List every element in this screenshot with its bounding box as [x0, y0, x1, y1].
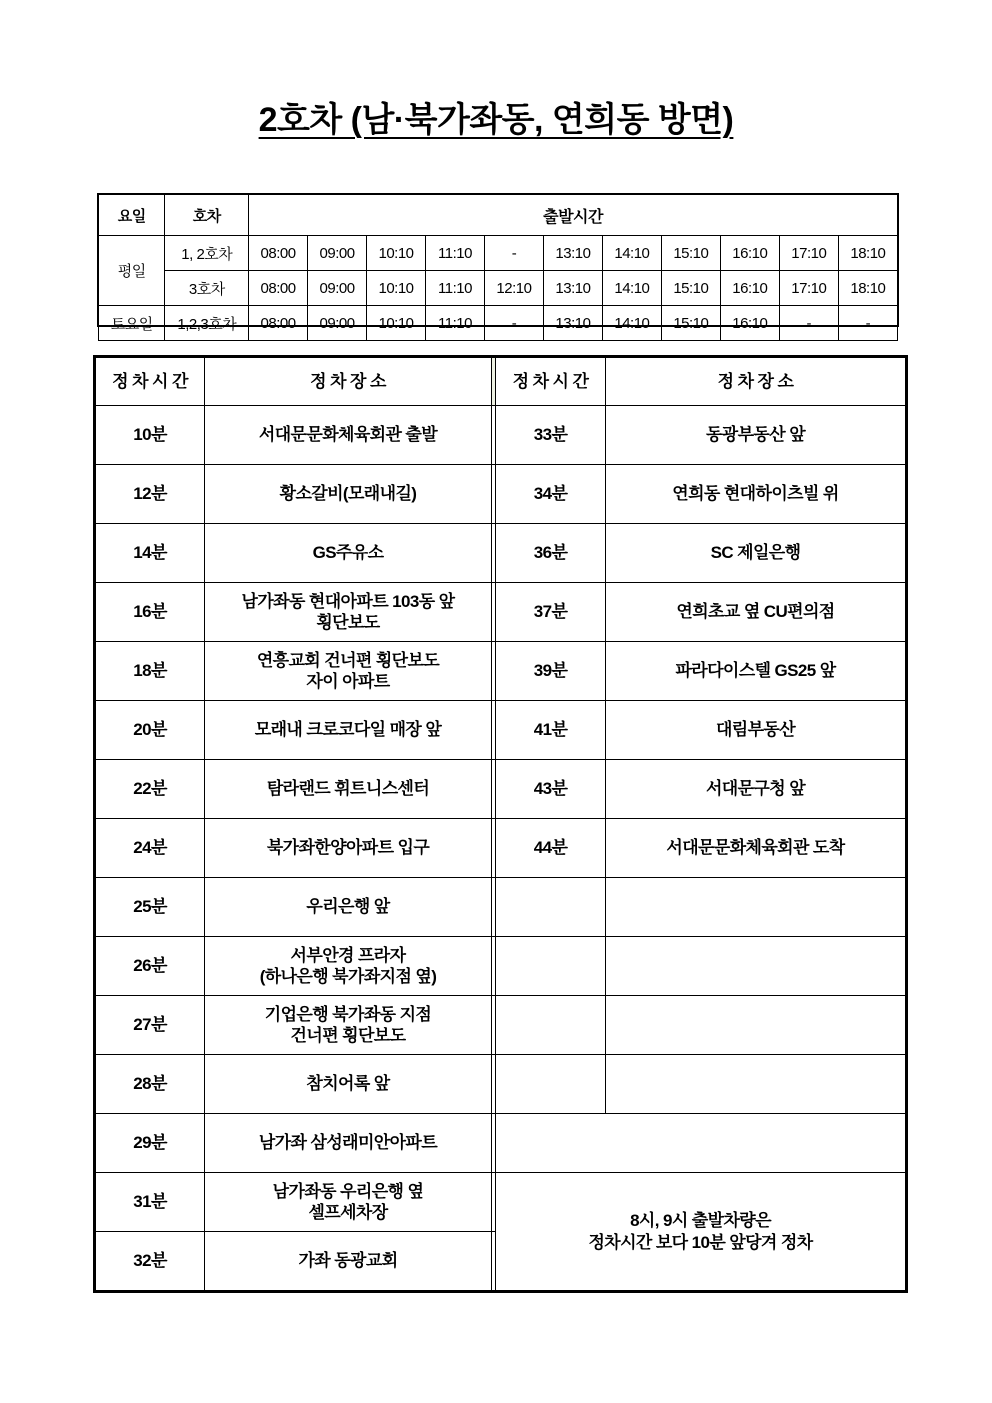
- departure-time-cell: 10:10: [367, 236, 426, 271]
- departure-time-cell: 14:10: [602, 271, 661, 306]
- departure-time-cell: 10:10: [367, 271, 426, 306]
- departure-time-cell: -: [838, 306, 897, 341]
- stop-time-left: 31분: [95, 1173, 205, 1232]
- departure-time-cell: 09:00: [308, 306, 367, 341]
- departure-time-cell: -: [484, 306, 543, 341]
- stop-place-left: 남가좌동 현대아파트 103동 앞 횡단보도: [205, 583, 492, 642]
- departure-row: [99, 236, 898, 271]
- departure-time-cell: 10:10: [367, 306, 426, 341]
- departure-bus-label: 3호차: [165, 271, 249, 306]
- departure-time-cell: 14:10: [602, 306, 661, 341]
- stop-place-left: 우리은행 앞: [205, 878, 492, 937]
- stop-time-right: 34분: [496, 465, 606, 524]
- stops-table-container: [93, 355, 905, 1293]
- stop-place-right: 연희초교 옆 CU편의점: [606, 583, 907, 642]
- departure-time-cell: 18:10: [838, 271, 897, 306]
- stop-time-right: 37분: [496, 583, 606, 642]
- departure-day-saturday: 토요일: [99, 306, 165, 341]
- stops-column-divider: [492, 1232, 496, 1292]
- stop-place-right: [606, 1055, 907, 1114]
- stops-table-row: [95, 1173, 907, 1232]
- stop-time-left: 32분: [95, 1232, 205, 1292]
- departure-time-cell: 15:10: [661, 271, 720, 306]
- departure-time-cell: 12:10: [484, 271, 543, 306]
- stop-place-right: 서대문문화체육회관 도착: [606, 819, 907, 878]
- departure-time-cell: 16:10: [720, 306, 779, 341]
- stops-table-row: [95, 406, 907, 465]
- stops-table-row: [95, 996, 907, 1055]
- stop-place-left: 기업은행 북가좌동 지점 건너편 횡단보도: [205, 996, 492, 1055]
- departure-header-day: 요일: [99, 195, 165, 236]
- stops-table-row: [95, 937, 907, 996]
- stops-header-time-right: 정 차 시 간: [496, 357, 606, 406]
- stops-header-time-left: 정 차 시 간: [95, 357, 205, 406]
- stop-time-left: 14분: [95, 524, 205, 583]
- stop-place-left: GS주유소: [205, 524, 492, 583]
- stops-table: [93, 355, 908, 1293]
- stops-table-row: [95, 819, 907, 878]
- departure-time-cell: 13:10: [543, 271, 602, 306]
- departure-header-row: [99, 195, 898, 236]
- stop-time-left: 12분: [95, 465, 205, 524]
- stops-table-row: [95, 878, 907, 937]
- stop-place-left: 연흥교회 건너편 횡단보도 자이 아파트: [205, 642, 492, 701]
- stop-place-right: 파라다이스텔 GS25 앞: [606, 642, 907, 701]
- departure-time-cell: -: [779, 306, 838, 341]
- stop-place-right: 서대문구청 앞: [606, 760, 907, 819]
- stop-time-right: 36분: [496, 524, 606, 583]
- stop-time-left: 25분: [95, 878, 205, 937]
- stops-table-row: [95, 1055, 907, 1114]
- departure-header-bus: 호차: [165, 195, 249, 236]
- stops-header-place-right: 정 차 장 소: [606, 357, 907, 406]
- departure-time-cell: 09:00: [308, 236, 367, 271]
- page-title: [0, 100, 992, 141]
- stop-time-right: 39분: [496, 642, 606, 701]
- stop-place-left: 서부안경 프라자 (하나은행 북가좌지점 옆): [205, 937, 492, 996]
- stop-time-left: 10분: [95, 406, 205, 465]
- stop-place-left: 탐라랜드 휘트니스센터: [205, 760, 492, 819]
- stop-time-right: 33분: [496, 406, 606, 465]
- stop-time-left: 18분: [95, 642, 205, 701]
- departure-day-weekday: 평일: [99, 236, 165, 306]
- stop-time-right: [496, 996, 606, 1055]
- stop-place-left: 모래내 크로코다일 매장 앞: [205, 701, 492, 760]
- stop-time-left: 24분: [95, 819, 205, 878]
- departure-time-cell: 15:10: [661, 306, 720, 341]
- stops-right-blank-area: [496, 1114, 907, 1173]
- departure-time-cell: 15:10: [661, 236, 720, 271]
- stops-header-place-left: 정 차 장 소: [205, 357, 492, 406]
- stop-time-left: 20분: [95, 701, 205, 760]
- stops-table-row: [95, 583, 907, 642]
- stop-place-left: 남가좌동 우리은행 옆 셀프세차장: [205, 1173, 492, 1232]
- departure-time-cell: 08:00: [249, 271, 308, 306]
- stop-time-right: [496, 1055, 606, 1114]
- stop-time-right: [496, 937, 606, 996]
- stop-time-left: 28분: [95, 1055, 205, 1114]
- stops-table-row: [95, 1114, 907, 1173]
- stop-time-left: 26분: [95, 937, 205, 996]
- stop-time-left: 16분: [95, 583, 205, 642]
- stop-place-left: 서대문문화체육회관 출발: [205, 406, 492, 465]
- departure-row: [99, 271, 898, 306]
- departure-time-cell: 17:10: [779, 236, 838, 271]
- departure-time-cell: -: [484, 236, 543, 271]
- stop-place-left: 가좌 동광교회: [205, 1232, 492, 1292]
- departure-bus-label: 1, 2호차: [165, 236, 249, 271]
- departure-time-cell: 14:10: [602, 236, 661, 271]
- departure-time-cell: 08:00: [249, 236, 308, 271]
- stop-time-left: 29분: [95, 1114, 205, 1173]
- stop-place-right: [606, 937, 907, 996]
- departure-time-cell: 18:10: [838, 236, 897, 271]
- stop-time-right: [496, 878, 606, 937]
- departure-time-cell: 09:00: [308, 271, 367, 306]
- departure-time-cell: 08:00: [249, 306, 308, 341]
- stop-place-left: 황소갈비(모래내길): [205, 465, 492, 524]
- departure-bus-label: 1,2,3호차: [165, 306, 249, 341]
- stop-place-right: [606, 878, 907, 937]
- stop-place-left: 남가좌 삼성래미안아파트: [205, 1114, 492, 1173]
- departure-time-cell: 11:10: [426, 271, 485, 306]
- departure-time-cell: 17:10: [779, 271, 838, 306]
- departure-time-cell: 11:10: [426, 306, 485, 341]
- stop-time-right: 44분: [496, 819, 606, 878]
- departure-time-cell: 13:10: [543, 236, 602, 271]
- stop-time-left: 27분: [95, 996, 205, 1055]
- stop-place-left: 참치어록 앞: [205, 1055, 492, 1114]
- departure-time-cell: 13:10: [543, 306, 602, 341]
- stops-table-row: [95, 465, 907, 524]
- stop-place-right: SC 제일은행: [606, 524, 907, 583]
- stop-place-right: 연희동 현대하이츠빌 위: [606, 465, 907, 524]
- stops-note: 8시, 9시 출발차량은 정차시간 보다 10분 앞당겨 정차: [496, 1173, 907, 1292]
- page-title-text: 2호차 (남·북가좌동, 연희동 방면): [258, 101, 734, 139]
- stop-place-right: 동광부동산 앞: [606, 406, 907, 465]
- stop-place-right: 대림부동산: [606, 701, 907, 760]
- departure-time-cell: 11:10: [426, 236, 485, 271]
- departure-time-cell: 16:10: [720, 236, 779, 271]
- departure-header-times: 출발시간: [249, 195, 898, 236]
- stops-table-row: [95, 642, 907, 701]
- departure-row: [99, 306, 898, 341]
- stop-place-left: 북가좌한양아파트 입구: [205, 819, 492, 878]
- stop-time-right: 41분: [496, 701, 606, 760]
- departure-time-cell: 16:10: [720, 271, 779, 306]
- stops-header-row: [95, 357, 907, 406]
- stops-table-row: [95, 760, 907, 819]
- departure-time-table: [98, 194, 898, 341]
- stop-time-right: 43분: [496, 760, 606, 819]
- departure-table: [98, 194, 898, 341]
- stop-place-right: [606, 996, 907, 1055]
- stop-time-left: 22분: [95, 760, 205, 819]
- stops-table-row: [95, 701, 907, 760]
- stops-table-row: [95, 524, 907, 583]
